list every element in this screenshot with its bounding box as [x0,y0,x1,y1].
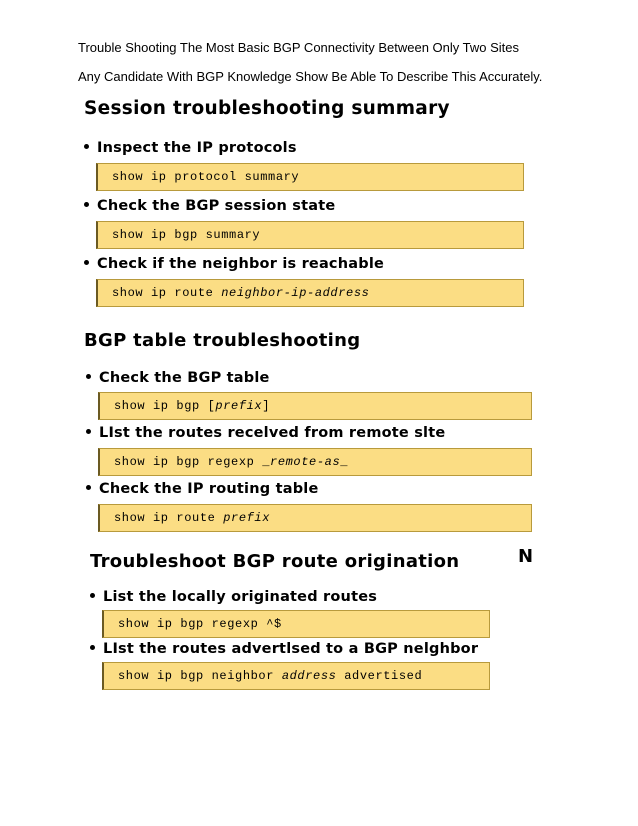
bullet-dot [90,593,95,598]
intro-line-1: Trouble Shooting The Most Basic BGP Connectivity Between Only Two Sites [78,40,520,55]
command-box: show ip protocol summary [96,163,524,191]
bullet-dot [84,144,89,149]
section-heading-bgp-table: BGP table troubleshooting [84,330,361,351]
bullet-check-bgp-table: Check the BGP table [86,370,270,386]
bullet-dot [86,485,91,490]
command-box: show ip route neighbor-ip-address [96,279,524,307]
bullet-list-routes-advertised: LIst the routes advertlsed to a BGP nelghbor [90,641,478,657]
command-box: show ip bgp regexp _remote-as_ [98,448,532,476]
command-box: show ip route prefix [98,504,532,532]
section-heading-session: Session troubleshooting summary [84,98,450,119]
bullet-inspect-ip-protocols: Inspect the IP protocols [84,140,297,156]
intro-line-2: Any Candidate With BGP Knowledge Show Be Able To Describe This Accurately. [78,69,543,84]
bullet-dot [86,374,91,379]
command-box: show ip bgp summary [96,221,524,249]
bullet-dot [86,429,91,434]
bullet-dot [90,645,95,650]
command-box: show ip bgp [prefix] [98,392,532,420]
bullet-check-bgp-session: Check the BGP session state [84,198,335,214]
bullet-dot [84,260,89,265]
bullet-dot [84,202,89,207]
corner-mark: N [518,546,534,567]
command-box: show ip bgp neighbor address advertised [102,662,490,690]
bullet-list-locally-originated: List the locally originated routes [90,589,377,605]
command-box: show ip bgp regexp ^$ [102,610,490,638]
bullet-list-routes-received: LIst the routes recelved from remote slte [86,425,445,441]
section-heading-route-origination: Troubleshoot BGP route origination [90,551,460,572]
bullet-check-neighbor-reachable: Check if the neighbor is reachable [84,256,384,272]
bullet-check-ip-routing-table: Check the IP routing table [86,481,318,497]
